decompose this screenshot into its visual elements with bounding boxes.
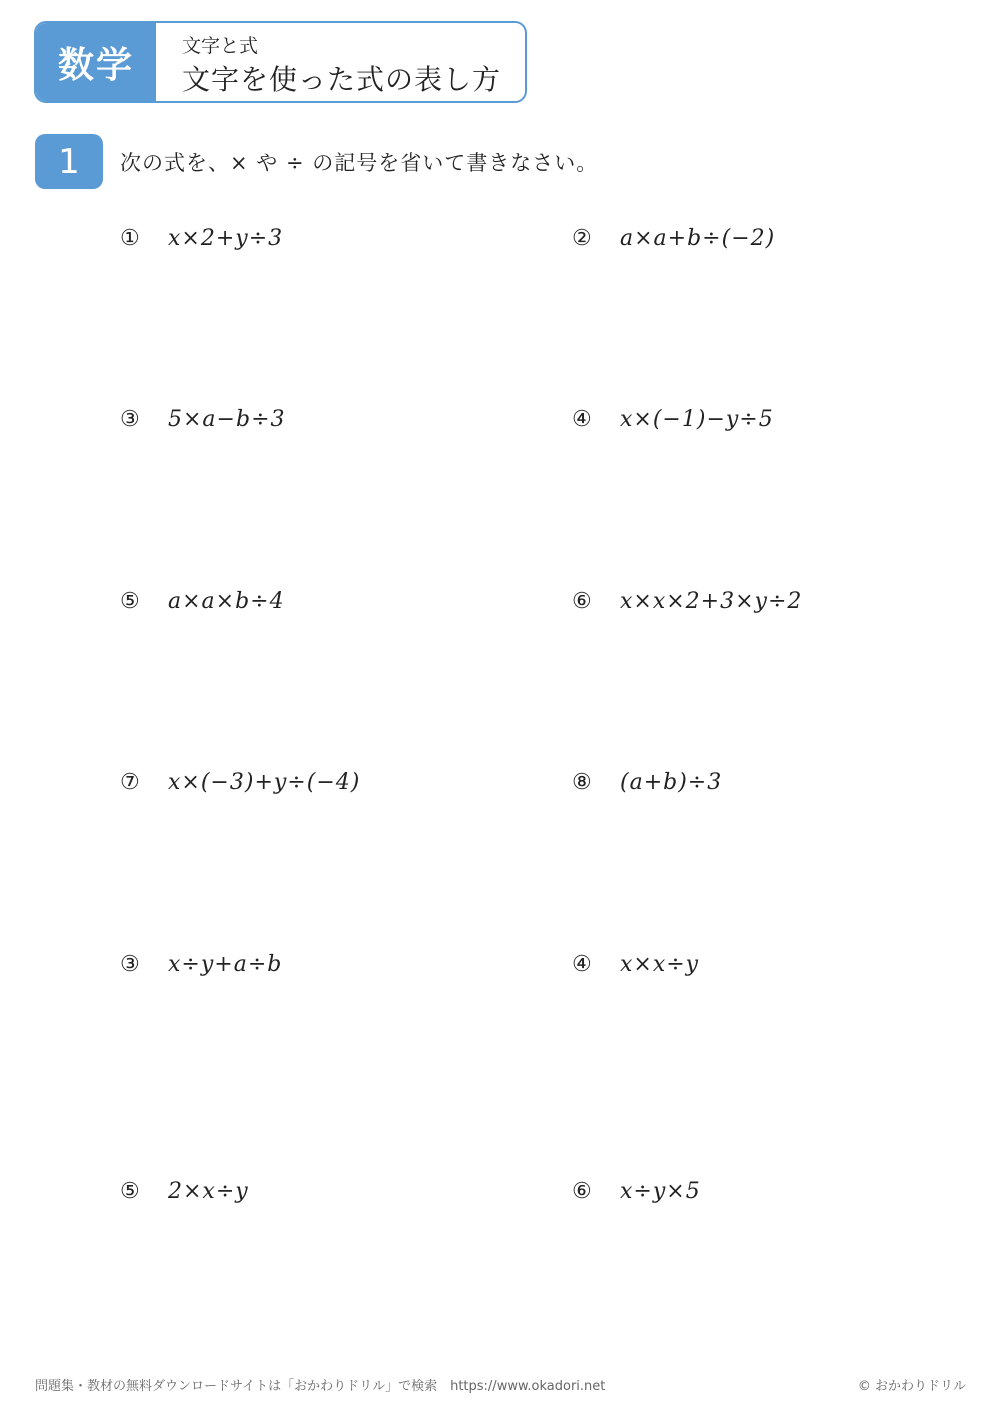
problem-item bbox=[572, 766, 722, 798]
problem-item bbox=[120, 948, 282, 980]
problem-expression: 5×a−b÷3 bbox=[168, 406, 286, 432]
problem-item bbox=[572, 585, 802, 617]
problem-expression: (a+b)÷3 bbox=[620, 769, 723, 795]
unit-title: 文字と式 bbox=[182, 35, 259, 57]
problem-number: ③ bbox=[120, 406, 140, 432]
footer-copyright: © おかわりドリル bbox=[857, 1379, 966, 1394]
problem-number: ⑦ bbox=[120, 769, 140, 795]
problem-expression: a×a+b÷(−2) bbox=[620, 225, 776, 251]
problem-number: ⑥ bbox=[572, 1178, 592, 1204]
problem-number: ④ bbox=[572, 951, 592, 977]
subject-label: 数学 bbox=[36, 23, 156, 101]
problem-item bbox=[572, 1175, 701, 1207]
problem-expression: 2×x÷y bbox=[168, 1178, 249, 1204]
problem-expression: x×x×2+3×y÷2 bbox=[620, 588, 803, 614]
problem-expression: x×x÷y bbox=[620, 951, 700, 977]
problem-item bbox=[120, 403, 286, 435]
problem-number: ⑤ bbox=[120, 1178, 140, 1204]
problem-item bbox=[120, 222, 283, 254]
problem-item bbox=[572, 222, 775, 254]
problem-number: ⑥ bbox=[572, 588, 592, 614]
problem-expression: x×(−3)+y÷(−4) bbox=[168, 769, 361, 795]
problem-expression: x÷y×5 bbox=[620, 1178, 701, 1204]
problem-expression: x×2+y÷3 bbox=[168, 225, 284, 251]
problem-item bbox=[120, 1175, 249, 1207]
problem-number: ③ bbox=[120, 951, 140, 977]
problem-item bbox=[120, 585, 285, 617]
footer-site-info: 問題集・教材の無料ダウンロードサイトは「おかわりドリル」で検索 https://www.okadori.net bbox=[35, 1379, 606, 1394]
problem-number: ⑤ bbox=[120, 588, 140, 614]
question-instruction: 次の式を、× や ÷ の記号を省いて書きなさい。 bbox=[120, 151, 599, 175]
problem-item bbox=[120, 766, 360, 798]
problem-expression: x÷y+a÷b bbox=[168, 951, 283, 977]
question-number-badge: 1 bbox=[35, 134, 103, 189]
problem-expression: a×a×b÷4 bbox=[168, 588, 285, 614]
worksheet-header bbox=[34, 21, 527, 103]
problem-item bbox=[572, 403, 774, 435]
problem-number: ① bbox=[120, 225, 140, 251]
problem-expression: x×(−1)−y÷5 bbox=[620, 406, 774, 432]
problem-number: ④ bbox=[572, 406, 592, 432]
problem-number: ⑧ bbox=[572, 769, 592, 795]
problem-item bbox=[572, 948, 699, 980]
lesson-title: 文字を使った式の表し方 bbox=[182, 63, 502, 96]
problem-number: ② bbox=[572, 225, 592, 251]
